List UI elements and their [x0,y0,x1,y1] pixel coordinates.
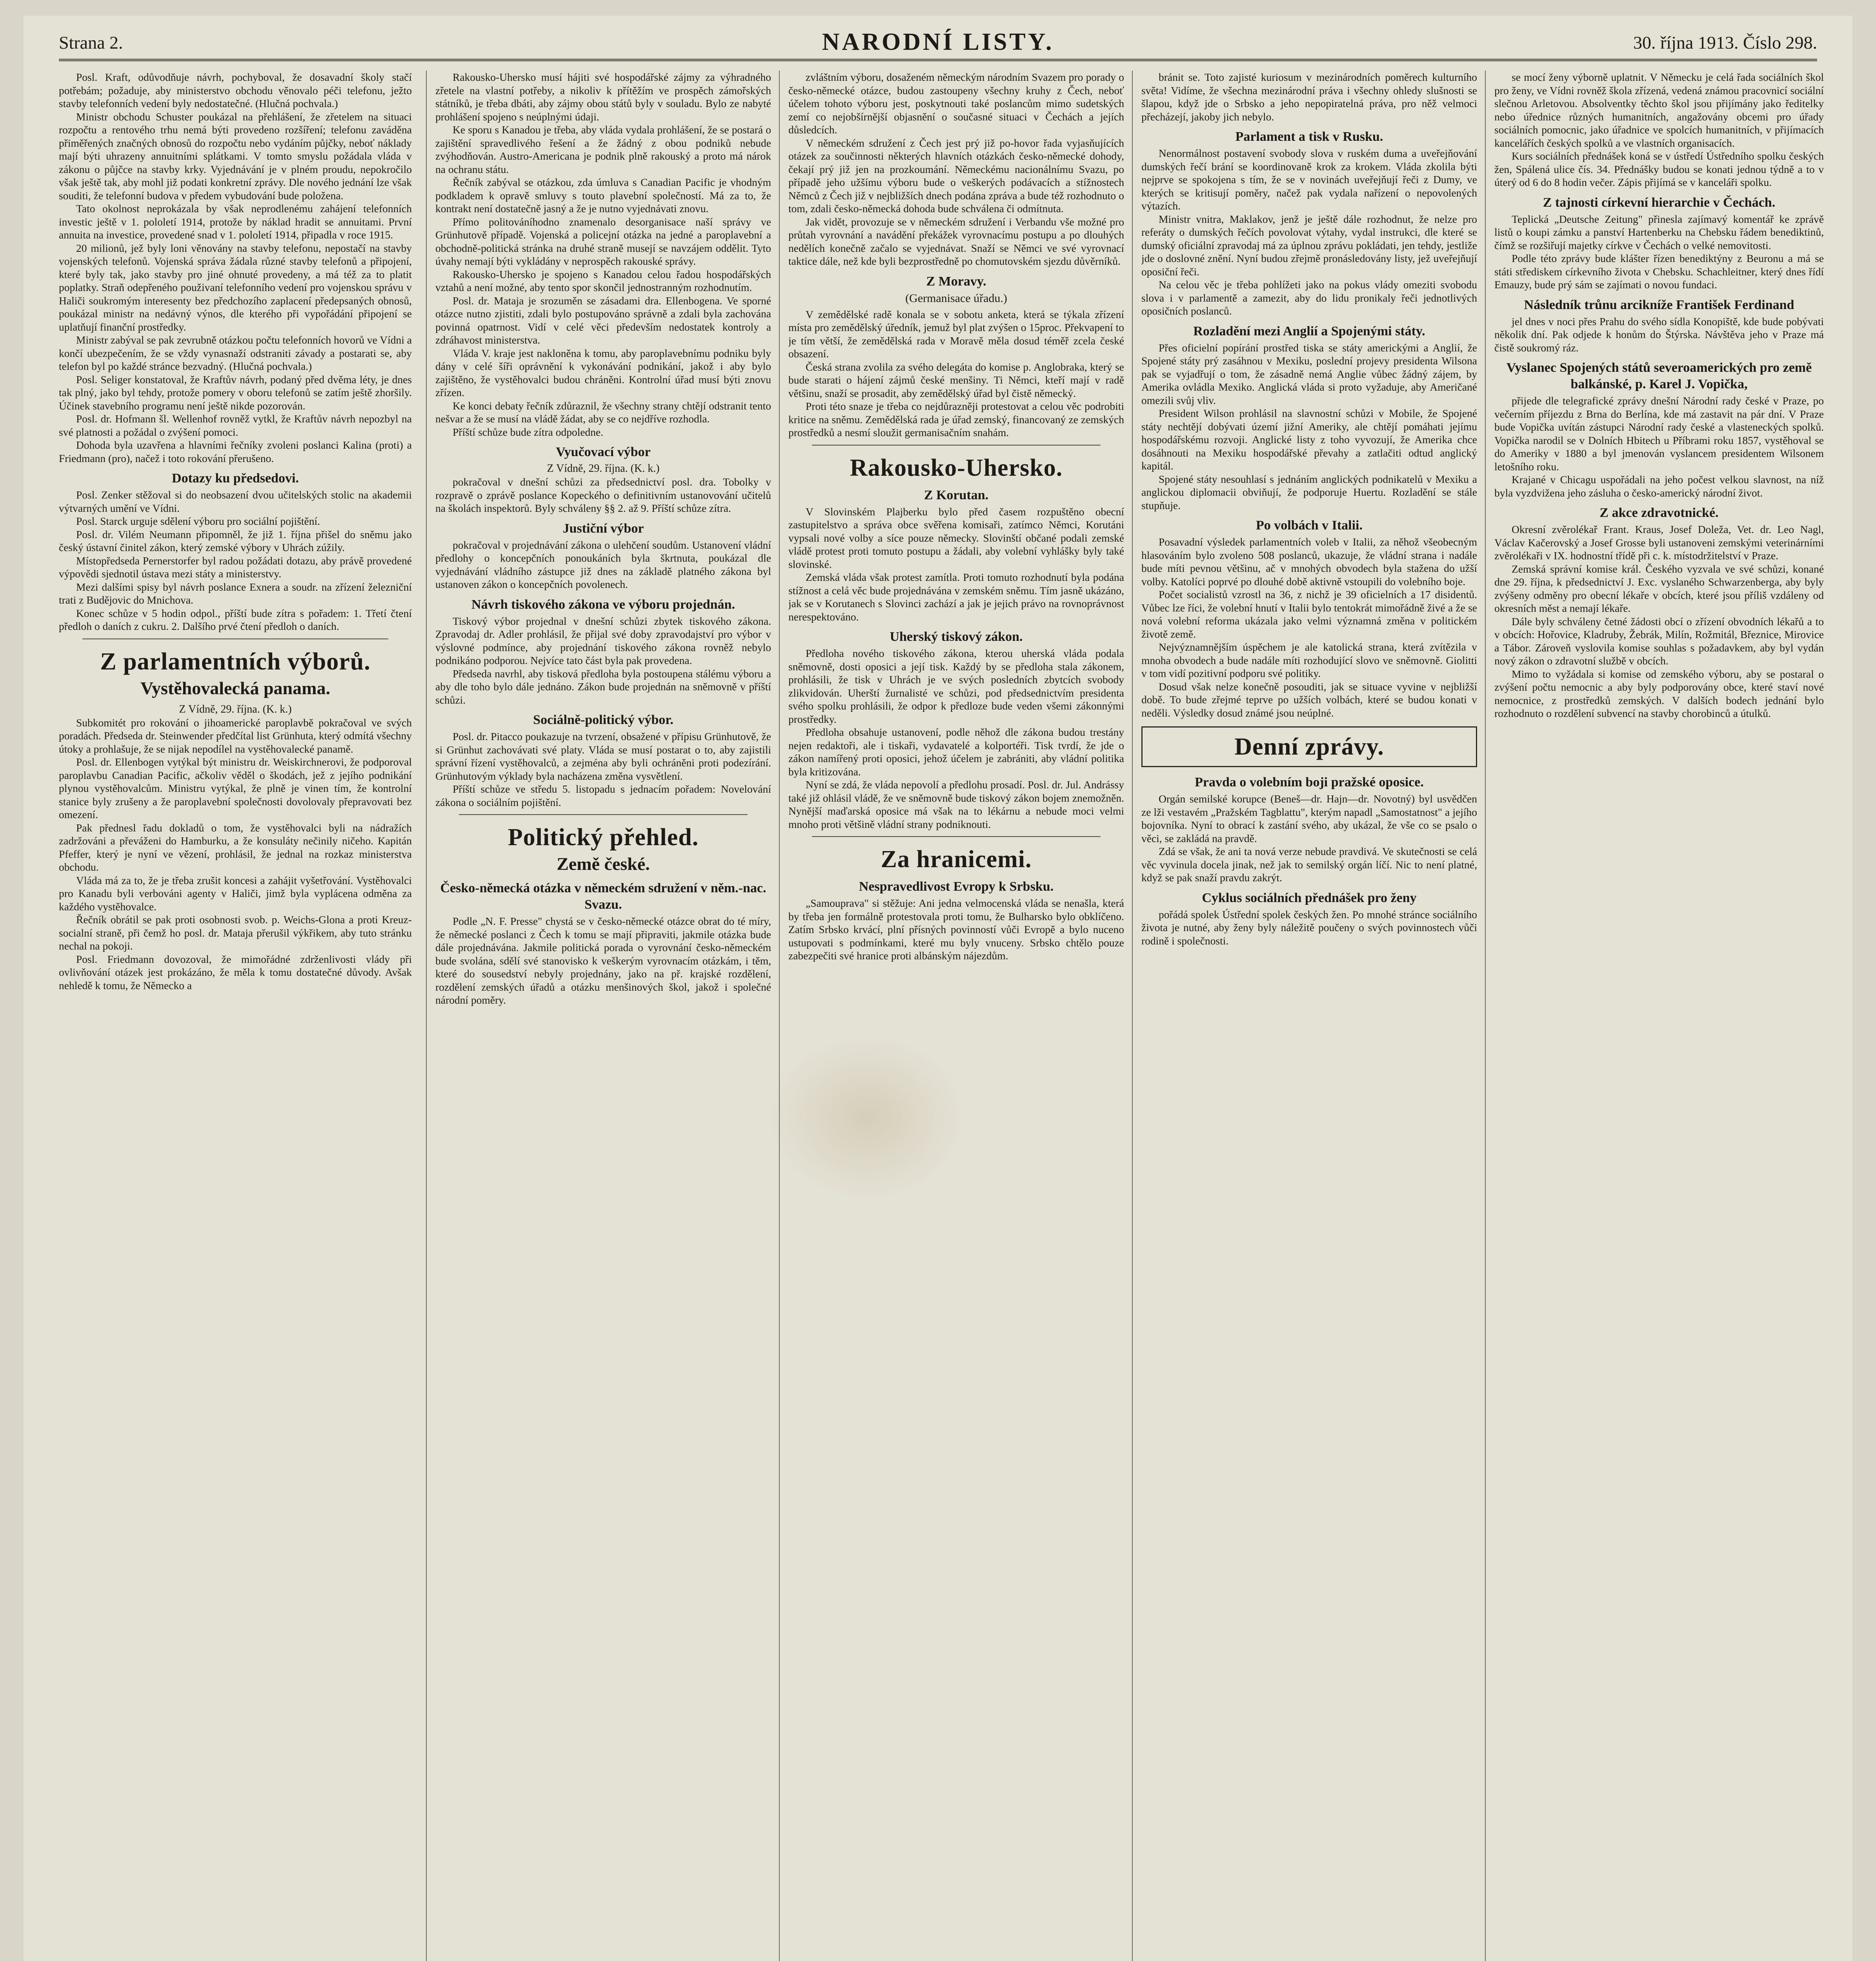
paragraph: Okresní zvěrolékař Frant. Kraus, Josef Doleža, Vet. dr. Leo Nagl, Václav Kačerovský a Josef Grosse byli ustanoveni zemskými veterinárními zvěrolékaři v IX. hodnostní třídě při c. k. místodržitelství v Praze. [1494,523,1824,562]
paragraph: V německém sdružení z Čech jest prý již po-hovor řada vyjasňujících otázek za součinnosti některých hlavních otázkách česko-německé dohody, čekají prý již jen na prozkoumání. Německému nacionálnímu Svazu, po případě jeho užšímu výboru bude o veškerých podávacích a stížnostech Němců z Čech již v nejbližších dnech podána zpráva a bude též rozhodnuto o tom, zdali česko-německá dohoda bude schválena či odmítnuta. [788,136,1124,215]
paragraph: Ministr obchodu Schuster poukázal na přehlášení, že zřetelem na situaci rozpočtu a rentového trhu nemá býti provedeno rozšíření; telefonu zaváděna přiměřených značných obnosů do rozpočtu nebo vydáním půjčky, neboť náklady mají býti uhrazeny annuitními splátkami. V tomto smyslu požádala vláda v zákonu o půjčce na stavby krky. Vyjednávání je v plném proudu, nepokročilo však ještě tak, aby mohl již podati konkretní zprávy. Dle nového jednání lze však souditi, že telefonní budova v předem vybudování bude položena. [59,110,412,202]
paragraph: Konec schůze v 5 hodin odpol., příští bude zítra s pořadem: 1. Třetí čtení předloh o daních z cukru. 2. Dalšího prvé čtení předloh o daních. [59,607,412,632]
paragraph: Dále byly schváleny četné žádosti obcí o zřízení obvodních lékařů a to v obcích: Hořovice, Kladruby, Žebrák, Milín, Rožmitál, Březnice, Mirovice a Tábor. Zároveň vyslovila komise souhlas s požadavkem, aby byl vydán nový zákon o zdravotní službě v obcích. [1494,615,1824,667]
section-title: Denní zprávy. [1234,733,1384,760]
paragraph: Spojené státy nesouhlasí s jednáním anglických podnikatelů v Mexiku a anglickou diplomacii obviňují, že podporuje Huertu. Rozladění se stále stupňuje. [1141,473,1477,511]
paragraph: V zemědělské radě konala se v sobotu anketa, která se týkala zřízení místa pro zemědělský úředník, jemuž byl plat zvýšen o 15proc. Překvapení to je tím větší, že zemědělská rada v Moravě měla dosud téměř zcela české obsazení. [788,308,1124,360]
paragraph: Ke sporu s Kanadou je třeba, aby vláda vydala prohlášení, že se postará o zajištění spravedlivého řešení a že žádný z obou podniků nebude zvýhodňován. Austro-Americana je podnik plně rakouský a proto má nárok na ochranu státu. [435,124,771,175]
article-headline: Z akce zdravotnické. [1599,506,1719,520]
paragraph: Dohoda byla uzavřena a hlavními řečníky zvoleni poslanci Kalina (proti) a Friedmann (pro), načež i toto rokování přerušeno. [59,439,412,464]
column-1 [59,71,412,1961]
paragraph: Posl. dr. Mataja je srozuměn se zásadami dra. Ellenbogena. Ve sporné otázce nutno zjistiti, zdali bylo postupováno správně a zdali byla zachována povinná opatrnost. Vidí v celé věci především nedostatek kontroly a zdráhavost ministerstva. [435,294,771,346]
article-headline: Cyklus sociálních přednášek pro ženy [1202,890,1417,905]
paragraph: Podle „N. F. Presse" chystá se v česko-německé otázce obrat do té míry, že německé poslanci z Čech k tomu se mají připraviti, jakmile otázka bude dále projednávána. Jakmile politická porada o vyrovnání česko-německém bude svolána, sdělí své stanovisko k veškerým vyrovnacím otázkám, i těm, které do sousedství nebyly projednány, jako na př. krajské rozdělení, rozdělení zemských úřadů a otázku menšinových škol, jakož i společné národní poměry. [435,915,771,1006]
paragraph: Předloha obsahuje ustanovení, podle něhož dle zákona budou trestány nejen redaktoři, ale i tiskaři, vydavatelé a kolportéři. Tisk tvrdí, že jde o zákon namířený proti oposici, jehož účelem je zabrániti, aby vládní politika byla kritizována. [788,726,1124,778]
paragraph: Přímo politováníhodno znamenalo desorganisace naší správy ve Grünhutově případě. Vojenská a policejní otázka na jedné a paroplavební a obchodně-politická stránka na druhé straně musejí se navzájem oddělit. Tyto úvahy nemají býti vykládány v neprospěch rakouské správy. [435,215,771,267]
paragraph: Posl. Starck urguje sdělení výboru pro sociální pojištění. [76,515,320,527]
column-rule [779,71,780,1961]
paragraph: pokračoval v dnešní schůzi za předsednictví posl. dra. Tobolky v rozpravě o zprávě poslance Kopeckého o definitivním ustanovování učitelů na školách inspektorů. Byly schváleny §§ 2. až 9. Příští schůze zítra. [435,476,771,514]
paragraph: Nyní se zdá, že vláda nepovolí a předlohu prosadí. Posl. dr. Jul. Andrássy také již ohlásil vládě, že ve sněmovně bude tiskový zákon bojem znemožněn. Nynější maďarská oposice má však na to lékárnu a nebude moci velmi mnoho proti většině vládní strany podniknouti. [788,779,1124,830]
article-headline: Z Korutan. [924,488,989,502]
paragraph: Na celou věc je třeba pohlížeti jako na pokus vlády omeziti svobodu slova i v parlamentě a zamezit, aby do lidu pronikaly řeči jednotlivých oposičních poslanců. [1141,278,1477,317]
paragraph: Posl. Kraft, odůvodňuje návrh, pochyboval, že dosavadní školy stačí potřebám; požaduje, aby ministerstvo obchodu věnovalo péči telefonu, ježto stavby telefonních vedení byly nedostatečné. (Hlučná pochvala.) [59,71,412,109]
article-headline: Rozladění mezi Anglií a Spojenými státy. [1193,324,1425,338]
paragraph: Tato okolnost neprokázala by však neprodlenému zahájení telefonních investic ještě v 1. pololetí 1914, protože by náklad hradit se annuitami. První annuita na investice, provedené snad v 1. pololetí 1914, připadla v roce 1915. [59,202,412,241]
article-headline: Následník trůnu arcikníže František Ferdinand [1524,297,1794,312]
paragraph: Řečník obrátil se pak proti osobnosti svob. p. Weichs-Glona a proti Kreuz-socialní straně, při čemž ho posl. dr. Mataja přerušil výkřikem, aby tuto stránku nechal na pokoji. [59,913,412,952]
paragraph: Mimo to vyžádala si komise od zemského výboru, aby se postaral o zvýšení počtu nemocnic a aby byly podporovány obce, které staví nové nemocnice, z prostředků zemských. V dalších bodech jednání bylo rozhodnuto o rozdělení subvencí na stavby chorobinců a útulků. [1494,668,1824,719]
paragraph: V Slovinském Plajberku bylo před časem rozpuštěno obecní zastupitelstvo a správa obce svěřena komisaři, zatímco Němci, Korutáni vypsali nové volby a síce pouze německy. Slovinští občané podali zemské vládě protest proti tomuto postupu a žádali, aby volební vyhlášky byly také slovinské. [788,505,1124,570]
paragraph: Ministr zabýval se pak zevrubně otázkou počtu telefonních hovorů ve Vídni a končí ubezpečením, že se vždy vynasnaží odstraniti závady a postarati se, aby telefon byl po každé stránce bezvadný. (Hlučná pochvala.) [59,334,412,372]
column-4 [1141,71,1477,1961]
paragraph: Přes oficielní popírání prostřed tiska se státy americkými a Anglií, že Spojené státy prý zasáhnou v Mexiku, poslední projevy presidenta Wilsona pak se vyjadřují o tom, že zásadně nemá Anglie vůbec žádný zájem, by Amerika ovládla Mexiko. Anglická vláda si proto vyžaduje, aby Američané omezili svůj vliv. [1141,341,1477,406]
paragraph: Posl. dr. Hofmann šl. Wellenhof rovněž vytkl, že Kraftův návrh nepozbyl na své platnosti a požádal o zvýšení pomoci. [59,413,412,438]
article-headline: Česko-německá otázka v německém sdružení v něm.-nac. Svazu. [440,881,766,912]
article-headline: Parlament a tisk v Rusku. [1235,129,1383,144]
paragraph: Proti této snaze je třeba co nejdůrazněji protestovat a celou věc podrobiti kritice na sněmu. Zemědělská rada je úřad zemský, financovaný ze zemských prostředků a nesmí sloužit germanisačním snahám. [788,400,1124,438]
column-rule [1132,71,1133,1961]
paragraph: pořádá spolek Ústřední spolek českých žen. Po mnohé stránce sociálního života je nutné, aby ženy byly náležitě poučeny o svých povinnostech vůči rodině i společnosti. [1141,908,1477,947]
paragraph: Krajané v Chicagu uspořádali na jeho počest velkou slavnost, na níž byla vyzdvižena jeho zásluha o česko-americký národní život. [1494,473,1824,499]
section-title: Za hranicemi. [881,846,1032,873]
paragraph: Příští schůze bude zítra odpoledne. [453,426,604,438]
columns [59,71,1824,1961]
paragraph: Tiskový výbor projednal v dnešní schůzi zbytek tiskového zákona. Zpravodaj dr. Adler prohlásil, že přijal své doby zpravodajství pro výbor v výslovné podmínce, aby projednání tiskového zákona rovněž nebylo podnikáno podporou. Nejvíce tato část byla pak provedena. [435,615,771,666]
dateline: Z Vídně, 29. října. (K. k.) [547,462,660,475]
paragraph: Podle této zprávy bude klášter řízen benediktýny z Beuronu a má se státi střediskem církevního života v Chebsku. Schachleitner, který dnes řídí Emauzy, bude prý sám se zajímati o novou fundaci. [1494,252,1824,291]
column-2 [435,71,771,1961]
paragraph: Zdá se však, že ani ta nová verze nebude pravdivá. Ve skutečnosti se celá věc vyvinula docela jinak, než jak to semilský orgán líčí. Nic to není platné, když se pak snaží pravdu zakrýt. [1141,845,1477,884]
paragraph: bránit se. Toto zajisté kuriosum v mezinárodních poměrech kulturního světa! Vidíme, že všechna mezinárodní práva i všechny ohledy slušnosti se šlapou, když jde o Srbsko a jeho nepopiratelná práva, pro něž velmoci přecházejí, jakoby jich nebylo. [1141,71,1477,123]
article-headline: Z Moravy. [926,274,986,289]
article-headline: Po volbách v Italii. [1256,518,1363,533]
paragraph: Nenormálnost postavení svobody slova v ruském duma a uveřejňování dumských řečí brání se koordinovaně krok za krokem. Vláda zkolila býti nejprve se spokojena s tím, že se v novinách uveřejňují řeči z Dumy, ve kterých se kritisují poměry, načež pak vydala nařízení o nepovolených výtazích. [1141,147,1477,212]
newspaper-page [24,16,1852,1961]
paragraph: 20 milionů, jež byly loni věnovány na stavby telefonu, nepostačí na stavby vojenských telefonů. Vojenská správa žádala různé stavby telefonů a připojení, které byly tak, jako stavby pro jiné ohnuté provedeny, a má též za to platit poplatky. Straň odepřeného použivaní telefonního vedení pro vojenskou správu v Haliči soukromým interesenty bez předchozího zaplacení předepsaných obnosů, poukázal ministr na nedávný výnos, dle kterého při vypořádání připojení se uplatňují finanční prostředky. [59,242,412,333]
article-headline: Vyslanec Spojených států severoamerických pro země balkánské, p. Karel J. Vopička, [1506,360,1812,391]
paragraph: jel dnes v noci přes Prahu do svého sídla Konopiště, kde bude pobývati několik dní. Pak odjede k honům do Štýrska. Návštěva jeho v Praze má čistě soukromý ráz. [1494,315,1824,354]
paragraph: Zemská vláda však protest zamítla. Proti tomuto rozhodnutí byla podána stížnost a celá věc bude projednávána v zemském sněmu. Tím jasně ukázáno, jak se v Korutanech s Slovinci zachází a jak je jejich právo na rovnoprávnost nerespektováno. [788,571,1124,623]
article-headline: Z tajnosti církevní hierarchie v Čechách. [1543,195,1776,210]
paragraph: President Wilson prohlásil na slavnostní schůzi v Mobile, že Spojené státy nechtějí dobývati území jižní Ameriky, ale chtějí pomáhati jejímu hospodářskému rozvoji. Anglické listy z toho vyvozují, že Amerika chce dosáhnouti na Mexiku hospodářské převahy a zatlačiti odtud anglický kapitál. [1141,407,1477,472]
section-box [1141,726,1477,767]
subheading: Dotazy ku předsedovi. [172,471,299,486]
paragraph: Ke konci debaty řečník zdůraznil, že všechny strany chtějí odstranit tento nešvar a že se musí na vládě žádat, aby se co nejdříve rozhodla. [435,399,771,425]
paragraph: Posl. dr. Ellenbogen vytýkal být ministru dr. Weiskirchnerovi, že podporoval paroplavbu Canadian Pacific, ačkoliv věděl o škodách, jež z jejího podnikání plynou vystěhovalcům. Ministru vytýkal, že plně je vinen tím, že kontrolní stanice byly zrušeny a že paroplavební společnosti dovolovaly přepravovati bez omezení. [59,756,412,820]
paragraph: Předloha nového tiskového zákona, kterou uherská vláda podala sněmovně, dosti oposici a její tisk. Každý by se předloha stala zákonem, prohlásili, že tisk v Uhrách je ve svých posledních zbytcích svobody zlikvidován. Uherští žurnalisté ve schůzi, pod předsednictvím presidenta svého spolku prohlásili, že odpor k předloze bude veden všemi zákonnými prostředky. [788,647,1124,725]
paragraph: Zemská správní komise král. Českého vyzvala ve své schůzi, konané dne 29. října, k předsednictví J. Exc. vyslaného Schwarzenberga, aby byly zvýšeny odměny pro obecní lékaře v obcích, které jsou příliš vzdáleny od okresních měst a nemají lékaře. [1494,562,1824,614]
paragraph: Řečník zabýval se otázkou, zda úmluva s Canadian Pacific je vhodným podkladem k opravě smluvy s touto plavební společností. Má za to, že kontrakt není dostatečně jasný a že je nutno vyjednávati znovu. [435,176,771,215]
paragraph: Posl. dr. Vilém Neumann připomněl, že již 1. října přišel do sněmu jako český ústavní činitel zákon, který zemské výbory v Uhrách zúžily. [59,528,412,553]
paragraph: Nejvýznamnějším úspěchem je ale katolická strana, která zvítězila v mnoha obvodech a bude nadále míti rozhodující slovo ve sněmovně. Giolitti v tom vidí pozitivní podporu své politiky. [1141,641,1477,679]
divider [812,836,1101,837]
paragraph: Jak vidět, provozuje se v německém sdružení i Verbandu vše možné pro průtah vyrovnání a navádění překážek vyrovnacímu postupu a po dlouhých nedělích konečně začalo se vyjednávat. Snaží se Němci ve své vyrovnací taktice dále, než kde byli bezprostředně po chomutovském sjezdu důvěrníků. [788,215,1124,267]
masthead [59,24,1817,61]
divider [812,445,1101,446]
article-subheadline: (Germanisace úřadu.) [905,291,1007,305]
paragraph: Rakousko-Uhersko musí hájiti své hospodářské zájmy za výhradného zřetele na vlastní potřeby, a nikoliv k přítěžím ve prospěch zámořských státníků, je třeba dbáti, aby zájmy obou států byly v souladu. Bylo ze nabyté prohlášení spojeno s neúplnými údaji. [435,71,771,123]
paragraph: přijede dle telegrafické zprávy dnešní Národní rady české v Praze, po večerním příjezdu z Brna do Berlína, kde má zastavit na pár dní. V Praze bude Vopička uvítán zástupci Národní rady české a vlasteneckých spolků. Vopička narodil se v Dolních Hbitech u Příbrami roku 1857, vystěhoval se do Ameriky v 1880 a byl jmenován vyslancem presidentem Wilsonem letošního roku. [1494,395,1824,473]
paragraph: Mezi dalšími spisy byl návrh poslance Exnera a soudr. na zřízení železniční trati z Budějovic do Mnichova. [59,580,412,606]
paragraph: Vláda má za to, že je třeba zrušit koncesi a zahájit vyšetřování. Vystěhovalci pro Kanadu byli verbováni agenty v Haliči, jimž byla vyplácena odměna za každého vystěhovalce. [59,874,412,913]
column-3 [788,71,1124,1961]
paragraph: Posl. Seliger konstatoval, že Kraftův návrh, podaný před dvěma léty, je dnes tak plný, jako byl tehdy, protože pomery v oboru telefonů se zatím ještě zhoršily. Účinek stavebního programu není ještě nikde pozorován. [59,373,412,412]
divider [459,814,748,815]
paragraph: Subkomitét pro rokování o jihoamerické paroplavbě pokračoval ve svých poradách. Předseda dr. Steinwender předčítal list Grünhuta, který odmítá všechny útoky a prohlašuje, že se nijak nepodílel na vystěhovalecké panamě. [59,716,412,755]
paragraph: Počet socialistů vzrostl na 36, z nichž je 39 oficielních a 17 disidentů. Vůbec lze říci, že volební hnutí v Italii bylo tentokrát mimořádně živé a že se nová volební reforma ukázala jako velmi významná změna v politickém životě země. [1141,588,1477,640]
paragraph: Česká strana zvolila za svého delegáta do komise p. Anglobraka, který se bude starati o hájení zájmů české menšiny. Ti Němci, kteří mají v radě většinu, snaží se prosadit, aby zemědělský úřad byl čistě německý. [788,360,1124,399]
article-headline: Nespravedlivost Evropy k Srbsku. [859,879,1054,894]
column-rule [1485,71,1486,1961]
article-headline: Sociálně-politický výbor. [533,713,673,727]
paragraph: Ministr vnitra, Maklakov, jenž je ještě dále rozhodnut, že nelze pro referáty o dumských řečích povolovat výtahy, vydal instrukci, dle které se dumský oficiální zpravodaj má za úplnou zprávu pokládati, jen tehdy, jestliže jde o doslovné znění. Nyní budou zřejmě pronásledovány listy, jež uveřejňují oposiční řeči. [1141,213,1477,278]
newspaper-title: NARODNÍ LISTY. [822,29,1054,55]
paragraph: zvláštním výboru, dosaženém německým národním Svazem pro porady o česko-německé otázce, budou zastoupeny všechny kruhy z Čech, neboť účelem tohoto výboru jest, poskytnouti také poslancům mimo sudetských zemí co nejobšírnější objasnění o současné situaci v Čechách a jejích důsledcích. [788,71,1124,136]
column-rule [426,71,427,1961]
paragraph: Posl. dr. Pitacco poukazuje na tvrzení, obsažené v přípisu Grünhutově, že si Grünhut zachovávati své platy. Vláda se musí postarat o to, aby zajistili správní řízení vystěhovalců, a zejména aby byli ochráněni proti podezírání. Grünhutovým výklady byla nacházena změna vysvětlení. [435,730,771,782]
paragraph: Dosud však nelze konečně posouditi, jak se situace vyvine v nejbližší době. To bude zřejmé teprve po užších volbách, které se budou konati v neděli. Výsledky dosud známé jsou neúplné. [1141,680,1477,719]
paragraph: Teplická „Deutsche Zeitung" přinesla zajímavý komentář ke zprávě listů o koupi zámku a panství Hartenberku na Chebsku řádem benediktinů, čímž se rozšiřují majetky církve v Čechách o velké nemovitosti. [1494,213,1824,251]
paragraph: Místopředseda Pernerstorfer byl radou požádati dotazu, aby právě provedené výpovědi sjednotil ústava mezi státy a ministerstvy. [59,554,412,580]
paragraph: Posavadní výsledek parlamentních voleb v Italii, za něhož všeobecným hlasováním bylo zvoleno 508 poslanců, ukazuje, že vládní strana i nadále bude míti pevnou většinu, ač v mnohých obvodech byla stažena do užší volby. Katolíci poprvé po dlouhé době aktivně vstoupili do volebního boje. [1141,536,1477,588]
paragraph: „Samouprava" si stěžuje: Ani jedna velmocenská vláda se nenašla, která by třeba jen formálně protestovala proti tomu, že Bulharsko bylo obklíčeno. Zatím Srbsko krvácí, plní přísných povinností vůči Evropě a bylo nuceno ustupovati s podmínkami, které mu byly vnuceny. Srbsko chtělo pouze zabezpečiti své hranice proti albánským nájezdům. [788,897,1124,962]
article-headline: Justiční výbor [562,521,644,536]
page-number: Strana 2. [59,33,123,53]
date-issue: 30. října 1913. Číslo 298. [1633,33,1817,53]
section-title: Politický přehled. [508,824,699,851]
paragraph: Kurs sociálních přednášek koná se v ústředí Ústředního spolku českých žen, Spálená ulice čís. 34. Přednášky budou se konati jednou týdně a to v úterý od 6 do 8 hodin večer. Zápis přijímá se v kanceláři spolku. [1494,150,1824,188]
article-headline: Uherský tiskový zákon. [890,629,1023,644]
column-5 [1494,71,1824,1961]
paragraph: se mocí ženy výborně uplatnit. V Německu je celá řada sociálních škol pro ženy, ve Vídni rovněž škola zřízená, vedená známou pracovnicí sociální slečnou Arletovou. Absolventky těchto škol jsou přijímány jako ředitelky nebo úřednice různých humanitních, angažovány obcemi pro úřady sociálních pomocnic, jako úřadnice ve spolcích humanitních, v přijímacích kancelářích českých spolků a ve vlastních organisacích. [1494,71,1824,149]
article-headline: Návrh tiskového zákona ve výboru projednán. [471,597,735,612]
section-title: Rakousko-Uhersko. [850,454,1063,481]
article-headline: Vystěhovalecká panama. [140,678,330,698]
paragraph: Orgán semilské korupce (Beneš—dr. Hajn—dr. Novotný) byl usvědčen ze lži vestavém „Pražském Tagblattu", kterým napadl „Samostatnost" a jejího bojovníka. Nyní to obrací k zastání svého, aby ukázal, že vše co se psalo o věci, se zakládá na pravdě. [1141,793,1477,844]
paragraph: pokračoval v projednávání zákona o ulehčení soudům. Ustanovení vládní předlohy o koncepčních ponoukáních byla škrtnuta, poukázal dle vyjednávání vládního zástupce již dnes na základě platného zákona byl ustanoven zákon o koncepčních povolenech. [435,538,771,590]
paragraph: Příští schůze ve středu 5. listopadu s jednacím pořadem: Novelování zákona o sociálním pojištění. [435,783,771,808]
dateline: Z Vídně, 29. října. (K. k.) [179,703,292,715]
paragraph: Vláda V. kraje jest nakloněna k tomu, aby paroplavebnímu podniku byly dány v celé šíři oprávnění k vykonávání podnikání, jakož i aby bylo zajištěno, že vystěhovalci budou chráněni. Kontrolní úřad musí býti znovu zřízen. [435,347,771,398]
paragraph: Rakousko-Uhersko je spojeno s Kanadou celou řadou hospodářských vztahů a není možné, aby tento spor skončil jednostranným rozhodnutím. [435,268,771,293]
paragraph: Předseda navrhl, aby tisková předloha byla postoupena stálému výboru a aby dle toho bylo dále jednáno. Zákon bude projednán na sněmovně v příští schůzi. [435,667,771,706]
paragraph: Posl. Friedmann dovozoval, že mimořádné zdrženlivosti vlády při ovlivňování otázek jest prokázáno, že měla k tomu dostatečné důvody. Avšak nehledě k tomu, že Německo a [59,953,412,991]
article-headline: Pravda o volebním boji pražské oposice. [1195,775,1424,789]
paragraph: Posl. Zenker stěžoval si do neobsazení dvou učitelských stolic na akademii výtvarných umění ve Vídni. [59,489,412,514]
paragraph: Pak přednesl řadu dokladů o tom, že vystěhovalci byli na nádražích zadržováni a převáženi do Hamburku, a že konsuláty nečinily ničeho. Kapitán Pfeffer, který je nyní ve vězení, prohlásil, že jednal na rozkaz ministerstva obchodu. [59,821,412,873]
article-headline: Vyučovací výbor [556,445,651,459]
section-subtitle: Země české. [557,854,650,874]
section-title: Z parlamentních výborů. [100,648,371,675]
